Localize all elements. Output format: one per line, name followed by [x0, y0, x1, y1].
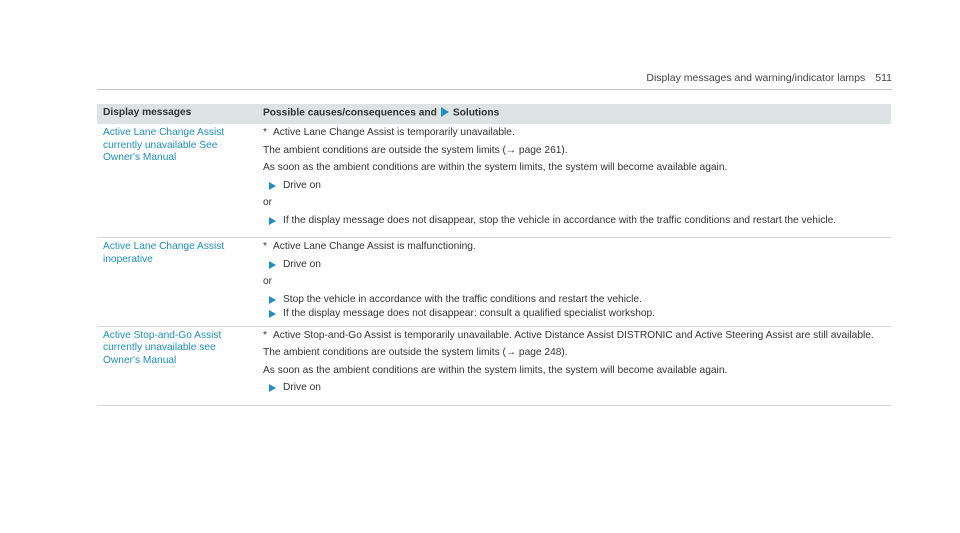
display-message: Active Lane Change Assist currently unavailable See Owner's Manual	[97, 124, 257, 238]
solution-step	[263, 294, 885, 307]
arrow-right-icon	[269, 310, 276, 318]
col-header-solutions-label: Solutions	[452, 107, 500, 119]
asterisk-icon: *	[263, 241, 267, 253]
display-messages-table	[97, 104, 891, 406]
table-row	[97, 124, 891, 238]
solution-step	[263, 259, 885, 272]
solution-step	[263, 308, 885, 321]
arrow-right-icon	[269, 296, 276, 304]
table-row	[97, 238, 891, 327]
table-row	[97, 326, 891, 405]
page-header	[646, 72, 892, 84]
arrow-right-icon	[441, 107, 449, 117]
step-text: Stop the vehicle in accordance with the traffic conditions and restart the vehicle.	[283, 293, 642, 305]
arrow-right-icon	[269, 182, 276, 190]
info-paragraph: The ambient conditions are outside the system limits (→ page 261).	[263, 144, 568, 156]
solution-step	[263, 215, 885, 228]
asterisk-icon: *	[263, 329, 267, 341]
col-header-causes	[257, 104, 891, 124]
causes-cell	[257, 326, 891, 405]
step-text: Drive on	[283, 258, 321, 270]
cause-item	[263, 330, 885, 343]
col-header-messages: Display messages	[97, 104, 257, 124]
cause-text: Active Lane Change Assist is malfunctioning.	[273, 241, 476, 253]
cause-item	[263, 241, 885, 254]
page-number: 511	[875, 72, 892, 84]
step-text: If the display message does not disappear: consult a qualified specialist workshop.	[283, 308, 656, 320]
step-text: Drive on	[283, 382, 321, 394]
header-title: Display messages and warning/indicator lamps	[646, 72, 866, 84]
cause-item	[263, 127, 885, 140]
display-message: Active Stop-and-Go Assist currently unavailable see Owner's Manual	[97, 326, 257, 405]
or-separator: or	[263, 276, 273, 288]
solution-step	[263, 180, 885, 193]
cause-text: Active Lane Change Assist is temporarily unavailable.	[273, 127, 515, 139]
info-paragraph: The ambient conditions are outside the system limits (→ page 248).	[263, 347, 568, 359]
info-paragraph: As soon as the ambient conditions are within the system limits, the system will become available again.	[263, 364, 728, 376]
causes-cell	[257, 238, 891, 327]
col-header-causes-label: Possible causes/consequences and	[263, 107, 437, 119]
arrow-right-icon	[269, 217, 276, 225]
step-text: Drive on	[283, 179, 321, 191]
or-separator: or	[263, 197, 273, 209]
causes-cell	[257, 124, 891, 238]
table-header-row	[97, 104, 891, 124]
arrow-right-icon	[269, 384, 276, 392]
solution-step	[263, 382, 885, 395]
header-divider	[97, 89, 892, 90]
display-message: Active Lane Change Assist inoperative	[97, 238, 257, 327]
cause-text: Active Stop-and-Go Assist is temporarily unavailable. Active Distance Assist DISTRONIC and Active Steering Assist are still available.	[273, 329, 874, 341]
step-text: If the display message does not disappear, stop the vehicle in accordance with the traffic conditions and restart the vehicle.	[283, 214, 837, 226]
arrow-right-icon	[269, 261, 276, 269]
asterisk-icon: *	[263, 127, 267, 139]
info-paragraph: As soon as the ambient conditions are within the system limits, the system will become available again.	[263, 162, 728, 174]
